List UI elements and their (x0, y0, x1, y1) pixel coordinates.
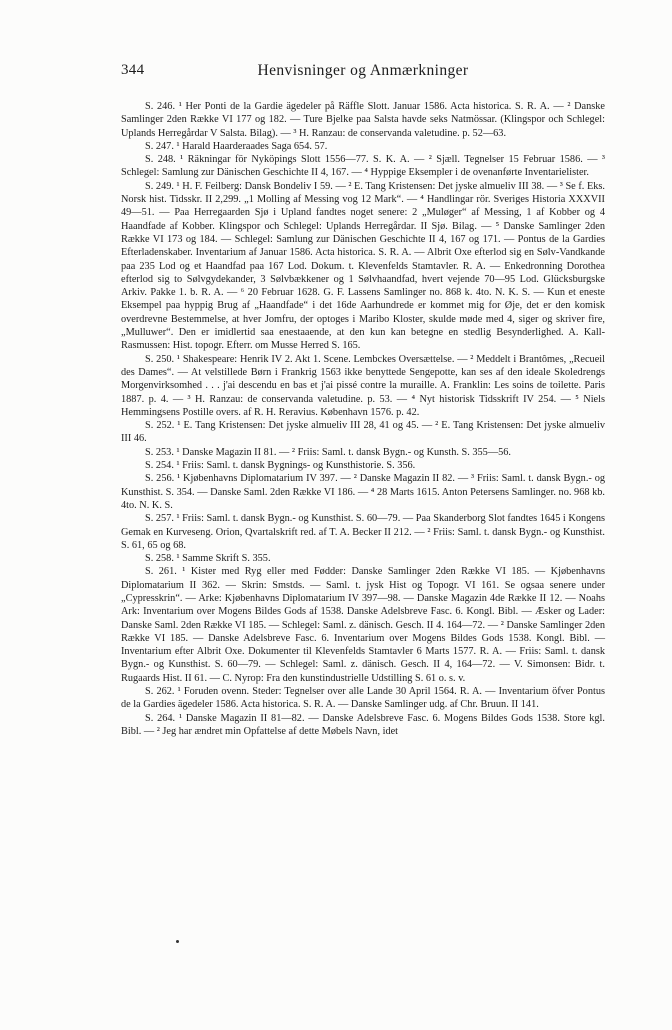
page-number: 344 (121, 62, 145, 78)
note-entry-s258: S. 258. ¹ Samme Skrift S. 355. (145, 553, 271, 565)
note-entry-s253: S. 253. ¹ Danske Magazin II 81. — ² Friis: Saml. t. dansk Bygn.- og Kunsth. S. 355—56. (145, 446, 511, 458)
running-title: Henvisninger og Anmærkninger (257, 62, 469, 79)
page-header (121, 62, 605, 84)
note-entry-s252: S. 252. ¹ E. Tang Kristensen: Det jyske almueliv III 28, 41 og 45. — ² E. Tang Kristensen: Det jyske almueliv III 46. (121, 420, 605, 445)
footnotes-body (121, 100, 605, 738)
ink-speck (176, 940, 179, 943)
note-entry-s248: S. 248. ¹ Räkningar för Nyköpings Slott 1556—77. S. K. A. — ² Sjæll. Tegnelser 15 Februar 1586. — ³ Schlegel: Samlung zur Dänischen Geschichte II 4, 167. — ⁴ Hyppige Eksempler i de ovenanførte Inventarielister. (121, 154, 605, 179)
note-entry-s261: S. 261. ¹ Kister med Ryg eller med Fødder: Danske Samlinger 2den Række VI 185. — Kjøbenhavns Diplomatarium II 362. — Skrin: Smstds. — Saml. t. jysk Hist og Topogr. VI 161. Se ogsaa senere under „Cypresskrin“. — Arke: Kjøbenhavns Diplomatarium IV 397—98. — Danske Magazin 4de Række II 12. — Noahs Ark: Inventarium over Mogens Bildes Gods af 1538. Danske Adelsbreve Fasc. 6. Kongl. Bibl. — Æsker og Lader: Danske Saml. 2den Række VI 185. — Schlegel: Saml. z. dänisch. Gesch. II 4. 164—72. — ² Danske Samlinger 2den Række VI 185. — Danske Adelsbreve Fasc. 6. Inventarium over Mogens Bildes Gods 1538. Kongl. Bibl. — Inventarium efter Albrit Oxe. Dokumenter til Klevenfelds Stamtavler 6 Marts 1577. R. A. — Friis: Saml. t. dansk Bygn.- og Kunsthist. S. 60—79. — Schlegel: Saml. z. dänisch. Gesch. II 4, 164—72. — V. Simonsen: Bidr. t. Rugaards Hist. II 61. — C. Nyrop: Fra den kunstindustrielle Udstilling S. 61 o. s. v. (121, 566, 605, 684)
note-entry-s262: S. 262. ¹ Foruden ovenn. Steder: Tegnelser over alle Lande 30 April 1564. R. A. — Inventarium öfver Pontus de la Gardies ägedeler 1586. Acta historica. S. R. A. — Danske Samlinger udg. af Chr. Bruun. II 141. (121, 686, 605, 711)
note-entry-s254: S. 254. ¹ Friis: Saml. t. dansk Bygnings- og Kunsthistorie. S. 356. (145, 460, 416, 472)
note-entry-s249: S. 249. ¹ H. F. Feilberg: Dansk Bondeliv I 59. — ² E. Tang Kristensen: Det jyske almueliv III 38. — ³ Se f. Eks. Norsk hist. Tidsskr. II 2,299. „1 Molling af Messing vog 12 Mark“. — ⁴ Handlingar rör. Sveriges Historia XXXVII 49—51. — Paa Herregaarden Sjø i Upland fandtes noget senere: 2 „Muløger“ af Messing, 1 af Kobber og 4 Haandfade af Kobber. Klingspor och Schlegel: Uplands Herregårdar. II Sjø. Bilag. — ⁵ Danske Samlinger 2den Række VI 173 og 184. — Schlegel: Samlung zur Dänischen Geschichte II 4, 167 og 171. — Pontus de la Gardies Efterladenskaber. Inventarium af Januar 1586. Acta historica. S. R. A. — Albrit Oxe efterlod sig en Sølv-Vandkande paa 235 Lod og et Haandfad paa 167 Lod. Dokum. t. Klevenfelds Stamtavler. R. A. — Enkedronning Dorothea efterlod sig to Sølvgydekander, 3 Sølvbækkener og 1 Sølvhaandfad, hvert vejende 70—95 Lod. Glücksburgske Arkiv. Pakke 1. b. R. A. — ⁶ 20 Februar 1628. G. F. Lassens Samlinger no. 868 k. 4to. N. K. S. — Kun et eneste Eksempel paa hyppig Brug af „Haandfade“ i det 16de Aarhundrede er kommet mig for Øje, det er den komisk overdrevne Bestemmelse, at hver Jomfru, der optoges i Maribo Kloster, skulde møde med 4, siger og skriver fire, „Mulluwer“. Den er imidlertid saa enestaaende, at den kun kan betegne en stedlig Besynderlighed. A. Kall-Rasmussen: Hist. topogr. Efterr. om Musse Herred S. 165. (121, 180, 605, 352)
note-entry-s264: S. 264. ¹ Danske Magazin II 81—82. — Danske Adelsbreve Fasc. 6. Mogens Bildes Gods 1538. Store kgl. Bibl. — ² Jeg har ændret min Opfattelse af dette Møbels Navn, idet (121, 712, 605, 737)
note-entry-s246: S. 246. ¹ Her Ponti de la Gardie ägedeler på Räffle Slott. Januar 1586. Acta historica. S. R. A. — ² Danske Samlinger 2den Række VI 177 og 182. — Ture Bjelke paa Salsta havde seks Natmössar. (Klingspor och Schlegel: Uplands Herregårdar V Salsta. Bilag). — ³ H. Ranzau: de conservanda valetudine. p. 52—63. (121, 101, 605, 139)
note-entry-s257: S. 257. ¹ Friis: Saml. t. dansk Bygn.- og Kunsthist. S. 60—79. — Paa Skanderborg Slot fandtes 1645 i Kongens Gemak en Kurveseng. Orion, Qvartalskrift red. af T. A. Becker II 212. — ² Friis: Saml. t. dansk Bygn.- og Kunsthist. S. 61, 65 og 68. (121, 513, 605, 551)
note-entry-s250: S. 250. ¹ Shakespeare: Henrik IV 2. Akt 1. Scene. Lembckes Oversættelse. — ² Meddelt i Brantômes, „Recueil des Dames“. — At velstillede Børn i Frankrig 1563 ikke benyttede Sengepotte, kan ses af den ideale Skoledrengs Morgenvirksomhed . . . j'ai descendu en bas et j'ai pissé contre la muraille. A. Franklin: Les soins de toilette. Paris 1887. p. 4. — ³ H. Ranzau: de conservanda valetudine. p. 53. — ⁴ Nyt historisk Tidsskrift IV 254. — ⁵ Niels Hemmingsens Postille overs. af R. H. Reravius. København 1576. p. 42. (121, 353, 605, 418)
note-entry-s247: S. 247. ¹ Harald Haarderaades Saga 654. 57. (145, 140, 328, 152)
note-entry-s256: S. 256. ¹ Kjøbenhavns Diplomatarium IV 397. — ² Danske Magazin II 82. — ³ Friis: Saml. t. dansk Bygn.- og Kunsthist. S. 354. — Danske Saml. 2den Række VI 186. — ⁴ 28 Marts 1615. Anton Petersens Samlinger. no. 968 kb. 4to. N. K. S. (121, 473, 605, 511)
